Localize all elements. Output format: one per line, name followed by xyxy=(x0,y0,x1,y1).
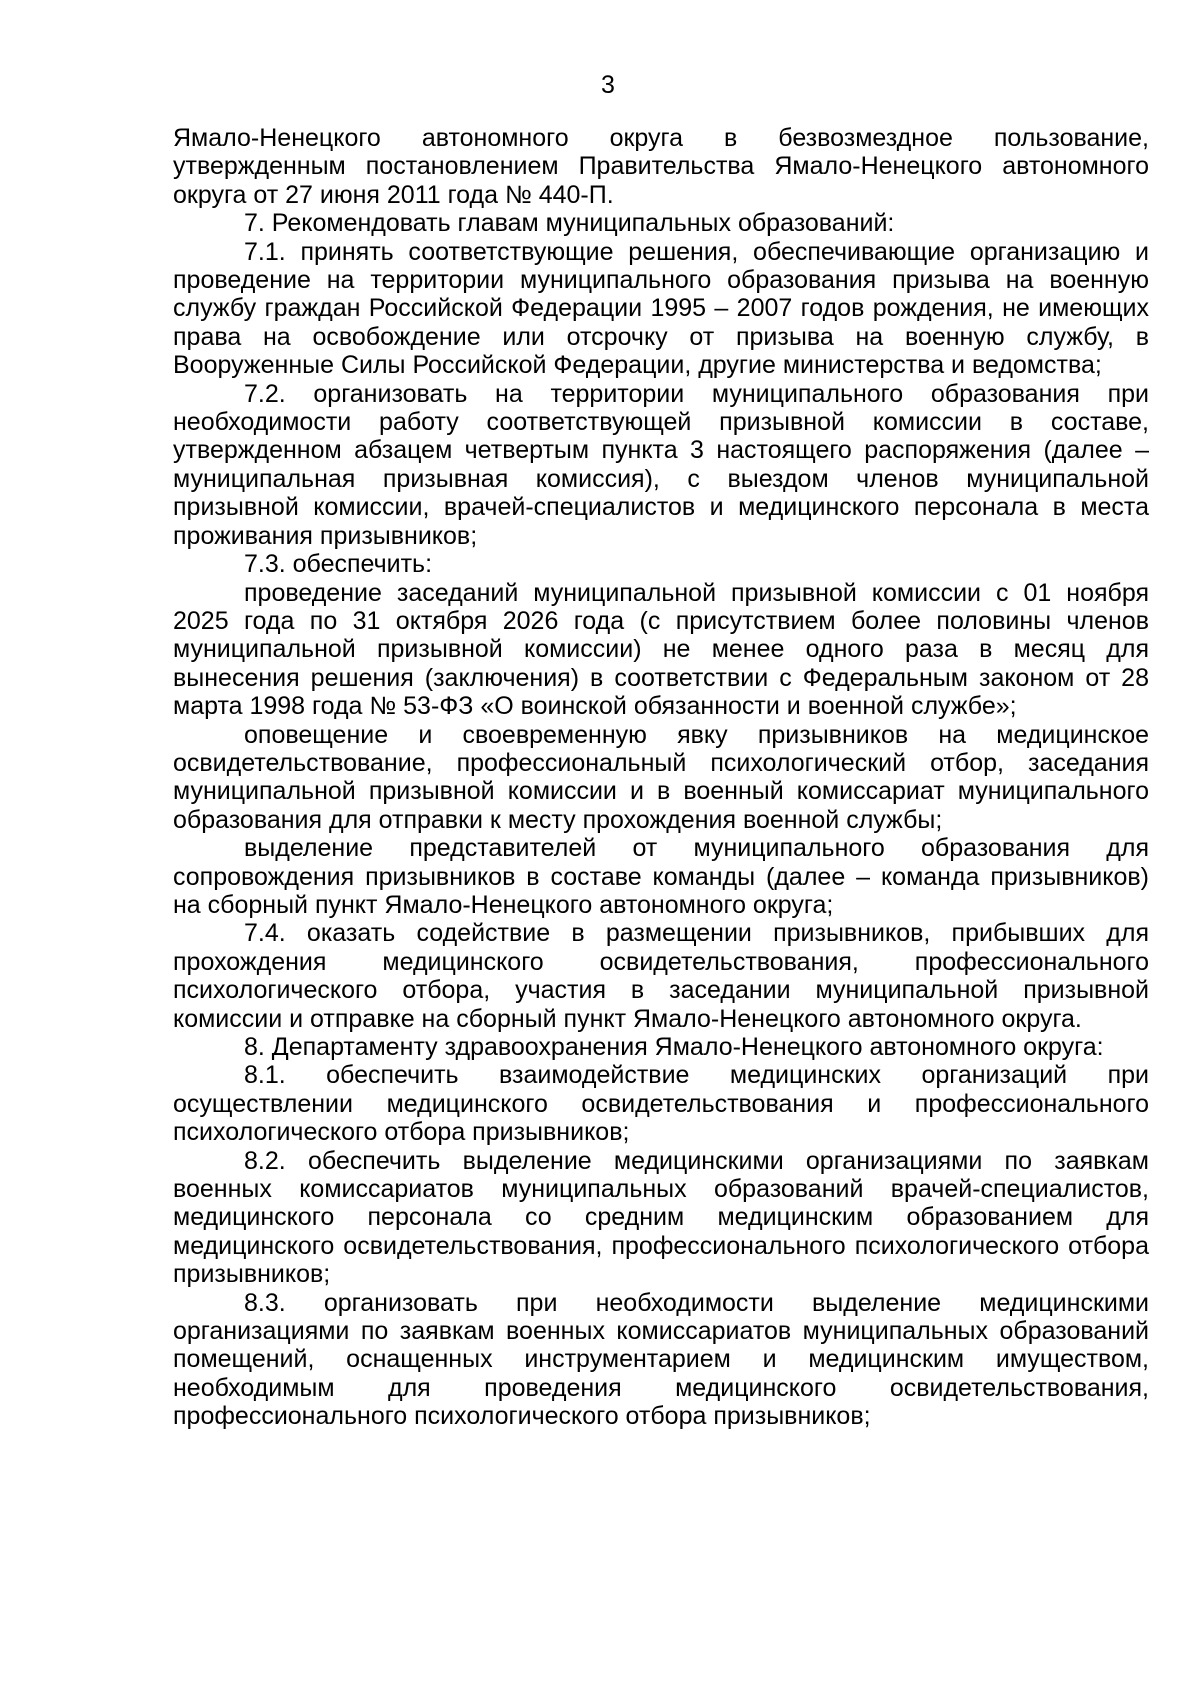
document-body xyxy=(173,124,1149,1431)
paragraph-item-7: 7. Рекомендовать главам муниципальных образований: xyxy=(244,209,895,238)
paragraph-item-8-3: 8.3. организовать при необходимости выделение медицинскими организациями по заявкам военных комиссариатов муниципальных образований помещений, оснащенных инструментарием и медицинским имуществом, необходимым для проведения медицинского освидетельствования, профессионального психологического отбора призывников; xyxy=(173,1288,1149,1431)
paragraph-item-8-1: 8.1. обеспечить взаимодействие медицинских организаций при осуществлении медицинского освидетельствования и профессионального психологического отбора призывников; xyxy=(173,1061,1149,1147)
paragraph-continuation: Ямало-Ненецкого автономного округа в безвозмездное пользование, утвержденным постановлением Правительства Ямало-Ненецкого автономного округа от 27 июня 2011 года № 440-П. xyxy=(173,124,1149,209)
paragraph-7-3-representatives: выделение представителей от муниципального образования для сопровождения призывников в составе команды (далее – команда призывников) на сборный пункт Ямало-Ненецкого автономного округа; xyxy=(173,834,1149,919)
paragraph-item-7-4: 7.4. оказать содействие в размещении призывников, прибывших для прохождения медицинского освидетельствования, профессионального психологического отбора, участия в заседании муниципальной призывной комиссии и отправке на сборный пункт Ямало-Ненецкого автономного округа. xyxy=(173,919,1149,1033)
paragraph-7-3-notification: оповещение и своевременную явку призывников на медицинское освидетельствование, профессиональный психологический отбор, заседания муниципальной призывной комиссии и в военный комиссариат муниципального образования для отправки к месту прохождения военной службы; xyxy=(173,720,1149,834)
page-number: 3 xyxy=(601,71,615,99)
paragraph-item-7-2: 7.2. организовать на территории муниципального образования при необходимости работу соответствующей призывной комиссии в составе, утвержденном абзацем четвертым пункта 3 настоящего распоряжения (далее – муниципальная призывная комиссия), с выездом членов муниципальной призывной комиссии, врачей-специалистов и медицинского персонала в места проживания призывников; xyxy=(173,379,1149,550)
paragraph-7-3-sessions: проведение заседаний муниципальной призывной комиссии с 01 ноября 2025 года по 31 октября 2026 года (с присутствием более половины членов муниципальной призывной комиссии) не менее одного раза в месяц для вынесения решения (заключения) в соответствии с Федеральным законом от 28 марта 1998 года № 53-ФЗ «О воинской обязанности и военной службе»; xyxy=(173,578,1149,721)
paragraph-item-7-1: 7.1. принять соответствующие решения, обеспечивающие организацию и проведение на территории муниципального образования призыва на военную службу граждан Российской Федерации 1995 – 2007 годов рождения, не имеющих права на освобождение или отсрочку от призыва на военную службу, в Вооруженные Силы Российской Федерации, другие министерства и ведомства; xyxy=(173,237,1149,380)
paragraph-item-7-3: 7.3. обеспечить: xyxy=(244,550,433,579)
paragraph-item-8-2: 8.2. обеспечить выделение медицинскими организациями по заявкам военных комиссариатов муниципальных образований врачей-специалистов, медицинского персонала со средним медицинским образованием для медицинского освидетельствования, профессионального психологического отбора призывников; xyxy=(173,1146,1149,1289)
paragraph-item-8: 8. Департаменту здравоохранения Ямало-Ненецкого автономного округа: xyxy=(244,1033,1104,1061)
